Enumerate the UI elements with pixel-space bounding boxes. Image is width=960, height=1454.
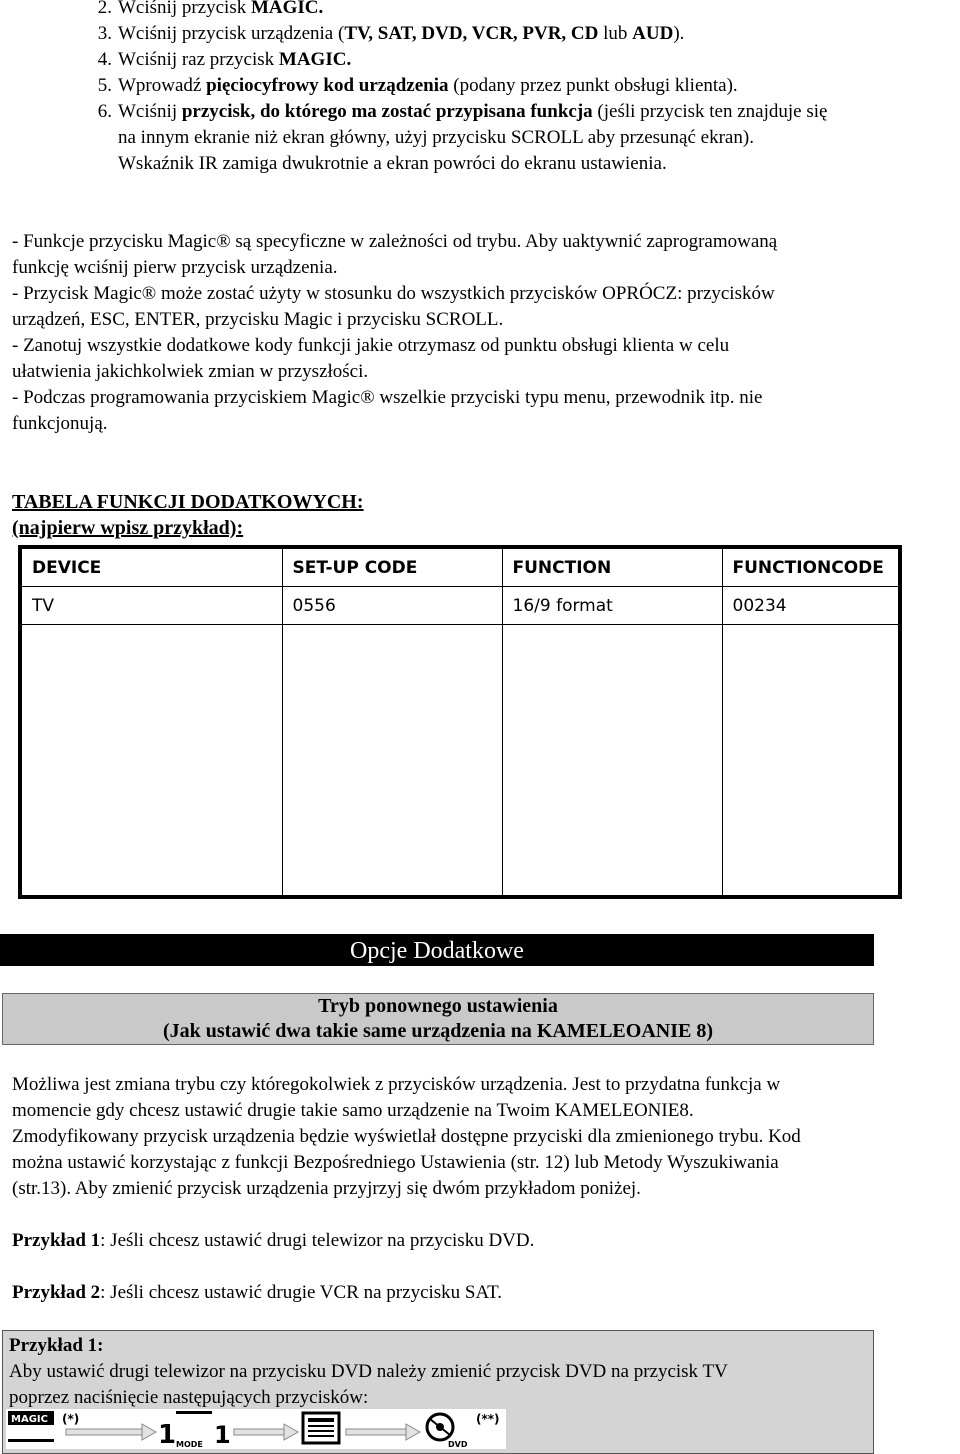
cell-device: TV bbox=[20, 587, 282, 625]
header-function-code: FUNCTIONCODE bbox=[722, 547, 900, 587]
step-text: TV, SAT, DVD, VCR, PVR, CD bbox=[344, 23, 599, 44]
example-2-text: : Jeśli chcesz ustawić drugie VCR na przycisku SAT. bbox=[100, 1282, 503, 1303]
step-text: (podany przez punkt obsługi klienta). bbox=[448, 75, 738, 96]
arrow-icon bbox=[234, 1424, 298, 1440]
table-empty-row bbox=[20, 625, 900, 898]
example-1-label: Przykład 1 bbox=[12, 1230, 101, 1251]
step6-continuation-1: na innym ekranie niż ekran główny, użyj przycisku SCROLL aby przesunąć ekran). bbox=[118, 127, 754, 148]
step-number: 5. bbox=[97, 75, 112, 96]
table-header-row bbox=[20, 547, 900, 587]
step-text: Wprowadź bbox=[118, 75, 207, 96]
section-title: Opcje Dodatkowe bbox=[0, 934, 874, 966]
note-line-3: - Przycisk Magic® może zostać użyty w stosunku do wszystkich przycisków OPRÓCZ: przycisków bbox=[12, 283, 775, 304]
header-device: DEVICE bbox=[20, 547, 282, 587]
step-text: przycisk, do którego ma zostać przypisana funkcja bbox=[181, 101, 593, 122]
function-table bbox=[18, 545, 902, 899]
example-box-line-1: Aby ustawić drugi telewizor na przycisku DVD należy zmienić przycisk DVD na przycisk TV bbox=[9, 1361, 728, 1382]
dvd-note: (**) bbox=[476, 1412, 500, 1426]
step-number: 2. bbox=[97, 0, 112, 18]
note-line-5: - Zanotuj wszystkie dodatkowe kody funkcji jakie otrzymasz od punktu obsługi klienta w celu bbox=[12, 335, 730, 356]
body-line-4: można ustawić korzystając z funkcji Bezpośredniego Ustawienia (str. 12) lub Metody Wyszukiwania bbox=[12, 1152, 779, 1173]
note-line-6: ułatwienia jakichkolwiek zmian w przyszłości. bbox=[12, 361, 369, 382]
arrow-icon bbox=[66, 1424, 156, 1440]
example-box-title: Przykład 1: bbox=[9, 1335, 104, 1356]
cell-function: 16/9 format bbox=[502, 587, 722, 625]
note-line-8: funkcjonują. bbox=[12, 413, 108, 434]
step-item bbox=[78, 99, 827, 125]
table-row bbox=[20, 587, 900, 625]
body-line-3: Zmodyfikowany przycisk urządzenia będzie wyświetlał dostępne przyciski dla zmienionego trybu. Kod bbox=[12, 1126, 801, 1147]
step-item bbox=[78, 47, 351, 73]
cell-setup-code: 0556 bbox=[282, 587, 502, 625]
step-item bbox=[78, 73, 738, 99]
note-line-4: urządzeń, ESC, ENTER, przycisku Magic i przycisku SCROLL. bbox=[12, 309, 504, 330]
step-text: Wciśnij przycisk bbox=[118, 0, 251, 18]
example-box-line-2: poprzez naciśnięcie następujących przycisków: bbox=[9, 1387, 369, 1408]
empty-cell bbox=[502, 625, 722, 898]
empty-cell bbox=[722, 625, 900, 898]
table-title: TABELA FUNKCJI DODATKOWYCH: bbox=[12, 491, 364, 513]
step-text: Wciśnij bbox=[118, 101, 182, 122]
mode-label: MODE bbox=[176, 1440, 203, 1449]
mode-button-icon bbox=[176, 1411, 231, 1449]
note-line-2: funkcję wciśnij pierw przycisk urządzenia. bbox=[12, 257, 338, 278]
arrow-icon bbox=[346, 1424, 420, 1440]
example-2-label: Przykład 2 bbox=[12, 1282, 101, 1303]
step-text: Wciśnij przycisk urządzenia ( bbox=[118, 23, 345, 44]
dvd-disc-icon bbox=[427, 1414, 468, 1449]
magic-note: (*) bbox=[62, 1412, 80, 1426]
empty-cell bbox=[20, 625, 282, 898]
body-line-2: momencie gdy chcesz ustawić drugie takie samo urządzenie na Twoim KAMELEONIE8. bbox=[12, 1100, 694, 1121]
table-subtitle: (najpierw wpisz przykład): bbox=[12, 517, 244, 539]
step-item bbox=[78, 0, 323, 21]
subsection-title: Tryb ponownego ustawienia bbox=[318, 995, 558, 1017]
body-line-5: (str.13). Aby zmienić przycisk urządzenia przyjrzyj się dwóm przykładom poniżej. bbox=[12, 1178, 641, 1199]
example-1-description bbox=[12, 1228, 534, 1254]
button-sequence-graphic bbox=[6, 1409, 506, 1449]
step-item bbox=[78, 21, 684, 47]
magic-label: MAGIC bbox=[11, 1414, 48, 1425]
step-text: lub bbox=[598, 23, 633, 44]
step-text: MAGIC. bbox=[250, 0, 324, 18]
step-text: MAGIC. bbox=[278, 49, 352, 70]
body-line-1: Możliwa jest zmiana trybu czy któregokolwiek z przycisków urządzenia. Jest to przydatna funkcja w bbox=[12, 1074, 781, 1095]
dvd-label: DVD bbox=[448, 1440, 468, 1449]
step-text: Wciśnij raz przycisk bbox=[118, 49, 279, 70]
step-text: AUD bbox=[632, 23, 674, 44]
example-2-description bbox=[12, 1280, 502, 1306]
subsection-box bbox=[2, 993, 874, 1045]
empty-cell bbox=[282, 625, 502, 898]
header-setup-code: SET-UP CODE bbox=[282, 547, 502, 587]
step-text: ). bbox=[673, 23, 685, 44]
header-function: FUNCTION bbox=[502, 547, 722, 587]
mode-digit: 1 bbox=[214, 1421, 231, 1449]
magic-button-icon bbox=[8, 1411, 54, 1442]
digit-1-button: 1 bbox=[158, 1420, 177, 1449]
step-text: (jeśli przycisk ten znajduje się bbox=[592, 101, 828, 122]
tv-button-icon bbox=[303, 1413, 339, 1443]
example-1-text: : Jeśli chcesz ustawić drugi telewizor na przycisku DVD. bbox=[100, 1230, 535, 1251]
subsection-subtitle: (Jak ustawić dwa takie same urządzenia na KAMELEOANIE 8) bbox=[162, 1020, 713, 1042]
step-number: 4. bbox=[97, 49, 112, 70]
step-number: 3. bbox=[97, 23, 112, 44]
cell-function-code: 00234 bbox=[722, 587, 900, 625]
step6-continuation-2: Wskaźnik IR zamiga dwukrotnie a ekran powróci do ekranu ustawienia. bbox=[118, 153, 667, 174]
note-line-7: - Podczas programowania przyciskiem Magic® wszelkie przyciski typu menu, przewodnik itp. nie bbox=[12, 387, 763, 408]
note-line-1: - Funkcje przycisku Magic® są specyficzne w zależności od trybu. Aby uaktywnić zaprogramowaną bbox=[12, 231, 778, 252]
button-sequence bbox=[6, 1409, 506, 1449]
step-number: 6. bbox=[97, 101, 112, 122]
step-text: pięciocyfrowy kod urządzenia bbox=[206, 75, 449, 96]
